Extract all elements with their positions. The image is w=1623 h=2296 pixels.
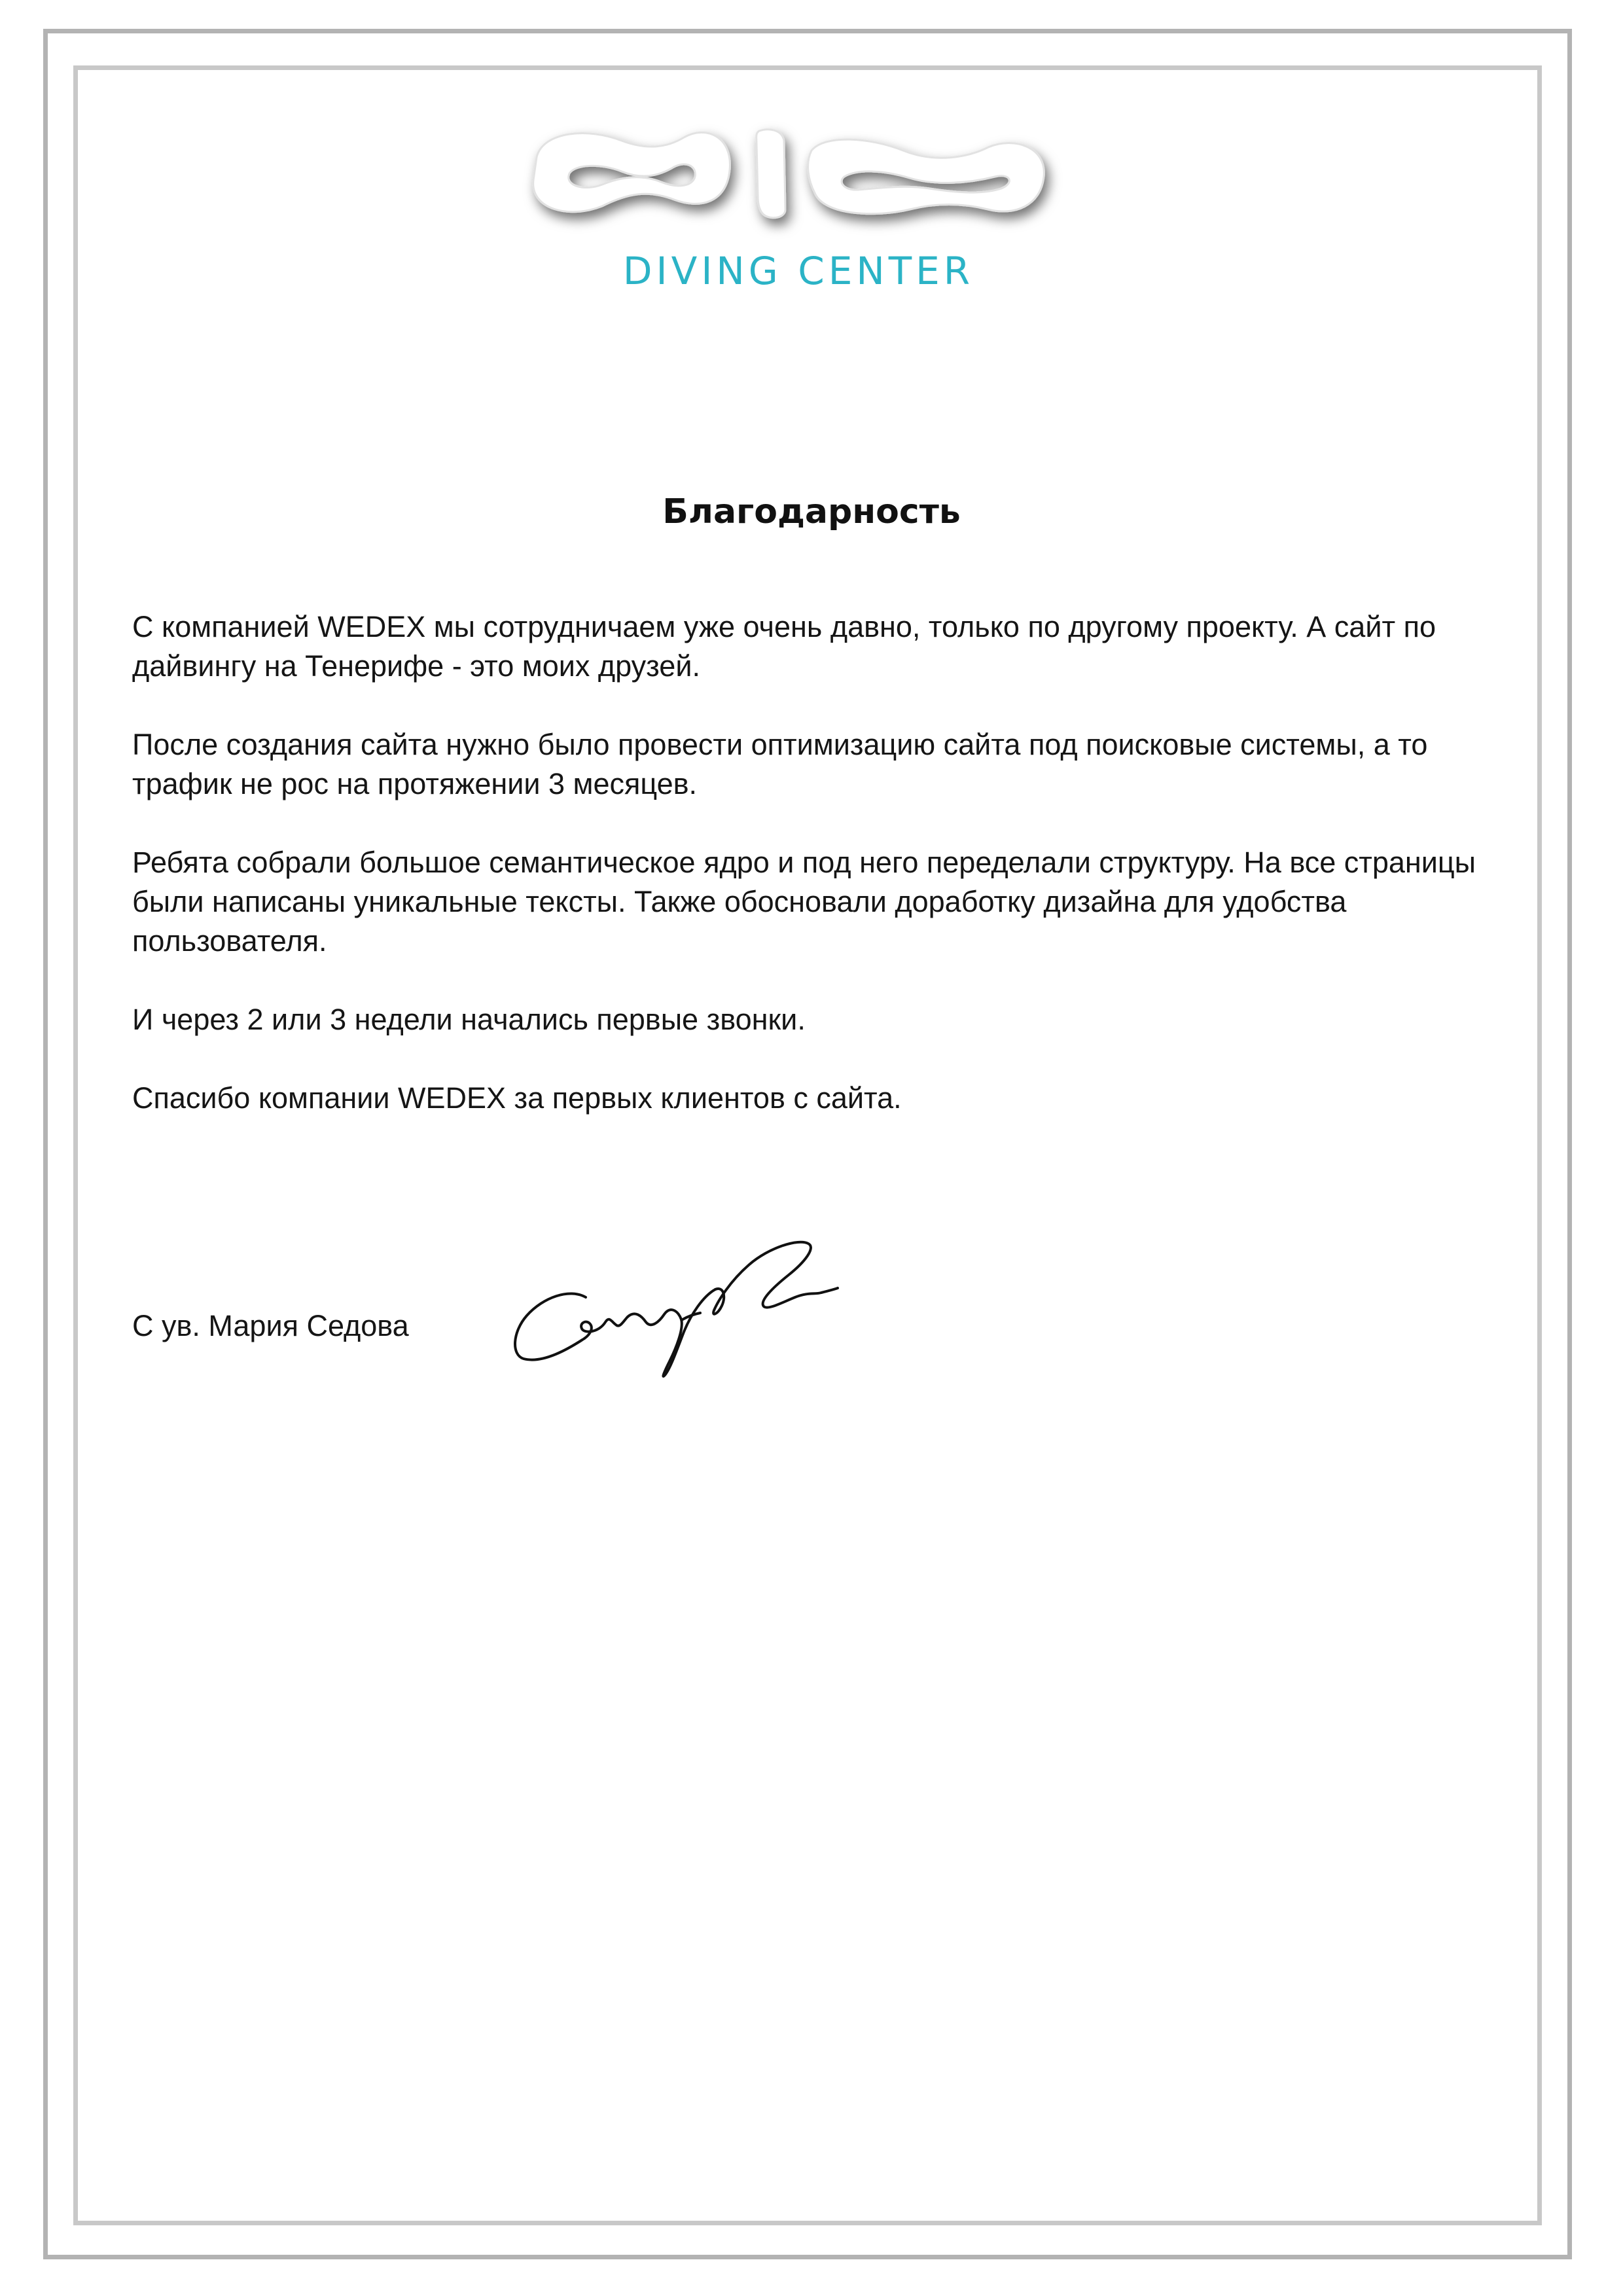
letter-body — [132, 607, 1500, 1157]
handwritten-signature — [507, 1224, 861, 1388]
company-logo — [517, 111, 1080, 314]
letter-paragraph: После создания сайта нужно было провести оптимизацию сайта под поисковые системы, а то трафик не рос на протяжении 3 месяцев. — [132, 728, 1428, 800]
logo-wave-graphic — [517, 111, 1080, 242]
letter-paragraph: И через 2 или 3 недели начались первые звонки. — [132, 1003, 806, 1036]
letter-title: Благодарность — [662, 492, 961, 531]
letter-closing: С ув. Мария Седова — [132, 1309, 409, 1342]
letter-paragraph: С компанией WEDEX мы сотрудничаем уже очень давно, только по другому проекту. А сайт по дайвингу на Тенерифе - это моих друзей. — [132, 610, 1436, 683]
letter-paragraph: Ребята собрали большое семантическое ядро и под него переделали структуру. На все страницы были написаны уникальные тексты. Также обосновали доработку дизайна для удобства пользователя. — [132, 846, 1476, 958]
letter-paragraph: Спасибо компании WEDEX за первых клиентов с сайта. — [132, 1081, 902, 1115]
logo-brand-text: DIVING CENTER — [622, 249, 974, 293]
